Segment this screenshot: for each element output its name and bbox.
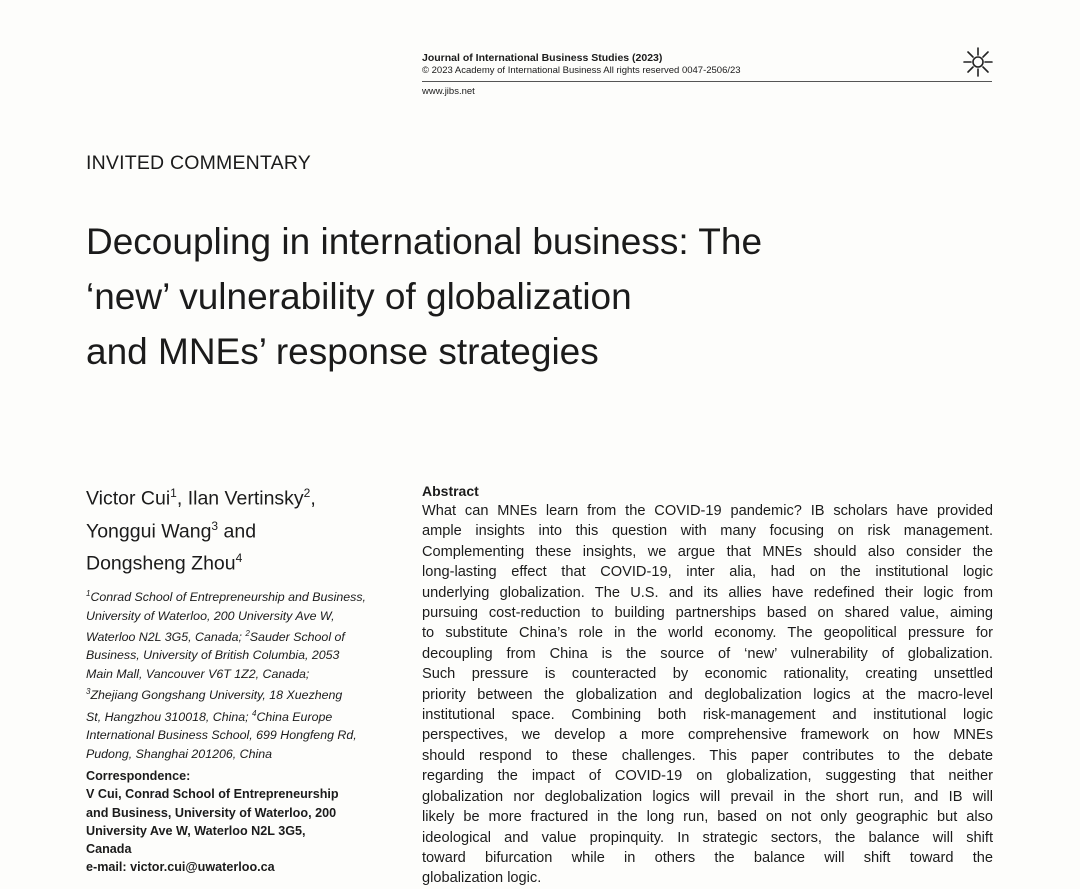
- abstract-line: globalization nor deglobalization logics will prevail in the short run, and IB will: [422, 788, 993, 805]
- abstract-line: priority between the globalization and deglobalization logics at the macro-level: [422, 686, 993, 703]
- correspondence-heading: Correspondence:: [86, 769, 191, 783]
- affiliation-line: [86, 625, 406, 647]
- author-line: [86, 513, 406, 546]
- affiliation-line: [86, 683, 406, 705]
- affil-sup: 4: [252, 708, 257, 718]
- abstract-body: [422, 501, 993, 889]
- author-affil-sup: 1: [170, 486, 177, 500]
- abstract-line: to substitute China’s role in the world economy. The geopolitical pressure for: [422, 625, 993, 642]
- journal-title: Journal of International Business Studies (2023): [422, 52, 663, 64]
- abstract-line: likely be more fractured in the long run, based on not only geographic but also: [422, 809, 993, 826]
- affil-text: Sauder School of: [249, 630, 345, 645]
- abstract-line: ample insights into this question with many focusing on risk management.: [422, 523, 993, 540]
- abstract-line: ideological and value propinquity. In strategic sectors, the balance will shift: [422, 829, 993, 846]
- affiliation-line: International Business School, 699 Hongfeng Rd,: [86, 728, 357, 743]
- affil-text: Waterloo N2L 3G5, Canada;: [86, 630, 246, 645]
- affil-text: China Europe: [256, 709, 333, 724]
- header-rule: [422, 81, 992, 82]
- author-sep: ,: [310, 487, 316, 510]
- author-line: [86, 545, 406, 578]
- publisher-logo-icon: [962, 46, 994, 78]
- author-list: [86, 480, 406, 578]
- abstract-line: long-lasting effect that COVID-19, inter alia, had on the institutional logic: [422, 564, 993, 581]
- author-affil-sup: 2: [303, 486, 311, 500]
- affiliation-line: [86, 705, 406, 727]
- author-name: Dongsheng Zhou: [86, 552, 236, 575]
- abstract-line: underlying globalization. The U.S. and its allies have redefined their logic from: [422, 584, 993, 601]
- author-name: Victor Cui: [86, 487, 171, 510]
- affiliation-line: [86, 585, 406, 607]
- correspondence-line: V Cui, Conrad School of Entrepreneurship: [86, 787, 339, 802]
- author-sep: and: [218, 520, 257, 542]
- abstract-line: institutional space. Combining both risk-management and institutional logic: [422, 707, 993, 724]
- journal-copyright: © 2023 Academy of International Business All rights reserved 0047-2506/23: [422, 65, 741, 76]
- abstract-line: perspectives, we develop a more comprehensive framework on how MNEs: [422, 727, 993, 744]
- abstract-line: decoupling from China is the source of ‘new’ vulnerability of globalization.: [422, 645, 993, 662]
- affiliations: [86, 585, 406, 763]
- correspondence-line: University Ave W, Waterloo N2L 3G5,: [86, 823, 306, 838]
- author-name: Yonggui Wang: [86, 520, 212, 542]
- author-name: , Ilan Vertinsky: [176, 487, 304, 510]
- abstract-line: pursuing cost-reduction to building partnerships based on shared value, aiming: [422, 605, 993, 622]
- abstract-line: Such pressure is counteracted by economic rationality, creating unsettled: [422, 666, 993, 683]
- affiliation-line: University of Waterloo, 200 University Ave W,: [86, 608, 335, 623]
- affil-sup: 2: [245, 628, 250, 638]
- affil-sup: 1: [86, 589, 91, 598]
- journal-url: www.jibs.net: [422, 86, 475, 97]
- abstract-line: globalization logic.: [422, 870, 542, 887]
- author-affil-sup: 4: [235, 551, 243, 565]
- correspondence-line: and Business, University of Waterloo, 200: [86, 805, 337, 820]
- abstract-heading: Abstract: [422, 483, 479, 499]
- affil-text: Zhejiang Gongshang University, 18 Xuezheng: [90, 688, 343, 703]
- affiliation-line: Business, University of British Columbia, 2053: [86, 648, 340, 663]
- abstract-line: regarding the impact of COVID-19 on globalization, suggesting that neither: [422, 768, 993, 785]
- author-line: [86, 480, 406, 513]
- correspondence: [86, 767, 406, 877]
- author-affil-sup: 3: [211, 518, 219, 533]
- affil-sup: 3: [86, 687, 91, 697]
- paper-title: [86, 214, 986, 379]
- affil-text: St, Hangzhou 310018, China;: [86, 709, 253, 724]
- abstract-line: Complementing these insights, we argue that MNEs should also consider the: [422, 543, 993, 560]
- abstract-line: What can MNEs learn from the COVID-19 pandemic? IB scholars have provided: [422, 503, 993, 519]
- affiliation-line: Main Mall, Vancouver V6T 1Z2, Canada;: [86, 666, 310, 681]
- abstract-line: should respond to these challenges. This paper contributes to the debate: [422, 747, 993, 764]
- affiliation-line: Pudong, Shanghai 201206, China: [86, 746, 273, 761]
- title-line: Decoupling in international business: The: [86, 221, 763, 262]
- title-line: and MNEs’ response strategies: [86, 331, 599, 372]
- abstract-line: toward bifurcation while in others the balance will shift toward the: [422, 849, 993, 866]
- title-line: ‘new’ vulnerability of globalization: [86, 276, 632, 317]
- correspondence-line: Canada: [86, 842, 132, 857]
- journal-header: [422, 52, 992, 97]
- section-label: INVITED COMMENTARY: [86, 152, 311, 174]
- correspondence-email[interactable]: e-mail: victor.cui@uwaterloo.ca: [86, 860, 275, 875]
- affil-text: Conrad School of Entrepreneurship and Business,: [90, 590, 366, 605]
